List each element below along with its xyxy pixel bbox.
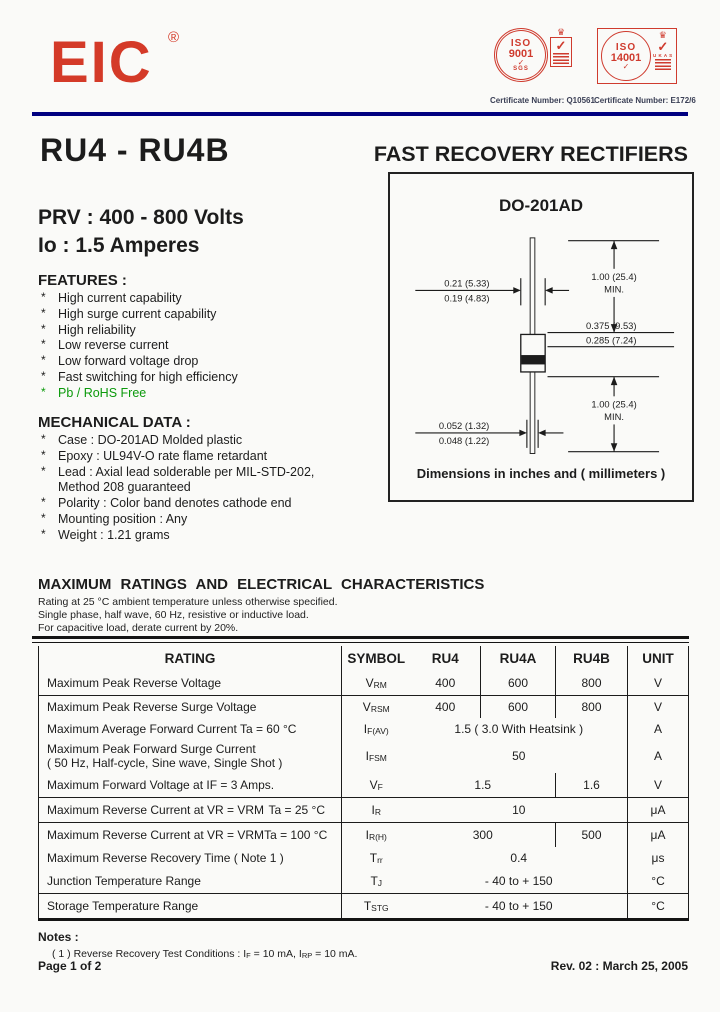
- col-ru4: RU4: [411, 646, 481, 671]
- col-rating: RATING: [39, 646, 342, 671]
- checkmark-icon: ✓: [517, 57, 525, 67]
- checkmark-icon: ✓: [657, 39, 669, 54]
- iso14001-badge: [597, 28, 677, 84]
- table-row: Maximum Reverse Current at VR = VRM Ta = 25 °C IR 10 μA: [39, 797, 689, 822]
- dim-body-len-min: 0.285 (7.24): [586, 335, 637, 346]
- ratings-section-heading: [38, 576, 484, 635]
- part-number-title: RU4 - RU4B: [40, 132, 230, 168]
- symbol-cell: IR(H): [365, 827, 387, 842]
- bullet: *: [41, 384, 46, 399]
- dim-body-dia-min: 0.19 (4.83): [444, 293, 490, 304]
- iso9001-tickbox: [550, 28, 572, 67]
- crown-icon: ♛: [658, 30, 667, 40]
- bullet: *: [41, 337, 46, 352]
- col-symbol: SYMBOL: [347, 651, 406, 666]
- col-ru4b: RU4B: [556, 646, 628, 671]
- iso9001-label: ISO: [510, 37, 532, 49]
- eic-logo: [50, 24, 200, 106]
- symbol-cell: IFSM: [365, 749, 387, 763]
- package-name: DO-201AD: [498, 196, 584, 215]
- table-row: Maximum Reverse Recovery Time ( Note 1 ) Trr 0.4 μs: [39, 847, 689, 869]
- crown-icon: ♛: [556, 27, 566, 37]
- table-row: Maximum Average Forward Current Ta = 60 °C IF(AV) 1.5 ( 3.0 With Heatsink ) A: [39, 718, 689, 739]
- dim-body-len-max: 0.375 (9.53): [586, 320, 637, 331]
- note-1: ( 1 ) Reverse Recovery Test Conditions : IF = 10 mA, IRP = 10 mA.: [52, 948, 358, 960]
- dim-lead-len-top-min: MIN.: [604, 284, 624, 295]
- mechanical-heading: MECHANICAL DATA :: [38, 414, 191, 431]
- bullet: *: [41, 305, 46, 320]
- table-row: Maximum Peak Reverse Voltage VRM 400 600 800 V: [39, 671, 689, 695]
- symbol-cell: VF: [342, 773, 411, 797]
- ratings-condition-2: Single phase, half wave, 60 Hz, resistive or inductive load.: [38, 609, 309, 621]
- key-specs: [38, 204, 244, 260]
- iso9001-cert-number: Certificate Number: Q10561: [490, 96, 595, 105]
- cathode-band: [521, 355, 544, 364]
- checkmark-icon: ✓: [622, 61, 630, 71]
- table-row: Storage Temperature Range TSTG - 40 to + 150 °C: [39, 893, 689, 919]
- mech-item: * Epoxy : UL94V-O rate flame retardant: [41, 447, 268, 463]
- mech-item: * Mounting position : Any: [41, 510, 188, 526]
- ratings-condition-1: Rating at 25 °C ambient temperature unless otherwise specified.: [38, 596, 338, 608]
- table-top-rule: [32, 636, 689, 643]
- bullet: *: [41, 510, 46, 525]
- registered-mark: ®: [168, 29, 180, 46]
- ukas-label: U K A S: [653, 53, 673, 58]
- dim-body-dia-max: 0.21 (5.33): [444, 278, 490, 289]
- col-ru4a: RU4A: [481, 646, 556, 671]
- prv-spec: PRV : 400 - 800 Volts: [38, 206, 244, 229]
- mech-item: * Case : DO-201AD Molded plastic: [41, 432, 243, 447]
- notes-heading: Notes :: [38, 930, 79, 944]
- symbol-cell: Trr: [369, 851, 383, 865]
- mech-item: * Lead : Axial lead solderable per MIL-STD-202,: [41, 463, 315, 479]
- table-header-row: [39, 646, 689, 671]
- feature-item: * High current capability: [41, 290, 182, 305]
- symbol-cell: IF(AV): [363, 721, 389, 736]
- bullet: *: [41, 290, 46, 304]
- package-outline-box: [388, 172, 694, 502]
- ratings-condition-3: For capacitive load, derate current by 20%.: [38, 622, 239, 634]
- ratings-heading: MAXIMUM RATINGS AND ELECTRICAL CHARACTERISTICS: [38, 576, 485, 593]
- features-heading: FEATURES :: [38, 272, 127, 289]
- bullet: *: [41, 447, 46, 462]
- document-title: FAST RECOVERY RECTIFIERS: [373, 142, 688, 166]
- header-rule: [32, 112, 688, 116]
- dim-lead-len-top: 1.00 (25.4): [591, 272, 637, 283]
- mech-item: * Polarity : Color band denotes cathode end: [41, 495, 292, 511]
- sgs-label: SGS: [513, 65, 529, 72]
- bullet: *: [41, 353, 46, 368]
- feature-item: * High reliability: [41, 321, 136, 337]
- feature-item: * Low forward voltage drop: [41, 353, 199, 369]
- mech-item-cont: Method 208 guaranteed: [58, 480, 191, 495]
- revision-date: Rev. 02 : March 25, 2005: [550, 959, 688, 973]
- bullet: *: [41, 463, 46, 478]
- checkmark-icon: ✓: [555, 38, 567, 53]
- iso14001-cert-number: Certificate Number: E172/6: [594, 96, 696, 105]
- mechanical-data-section: [38, 414, 383, 544]
- feature-item: * High surge current capability: [41, 305, 217, 321]
- mech-item: * Weight : 1.21 grams: [41, 526, 170, 542]
- bullet: *: [41, 432, 46, 446]
- dim-lead-dia-min: 0.048 (1.22): [438, 436, 490, 447]
- iso9001-seal: ISO 9001 ✓ SGS: [494, 28, 548, 82]
- dim-lead-len-bot-min: MIN.: [604, 411, 624, 422]
- symbol-cell: VRSM: [362, 699, 390, 714]
- symbol-cell: VRM: [342, 671, 411, 695]
- iso14001-label: ISO: [615, 41, 637, 53]
- symbol-cell: TJ: [342, 869, 411, 893]
- table-row: Maximum Peak Reverse Surge Voltage VRSM 400 600 800 V: [39, 695, 689, 718]
- symbol-cell: TSTG: [363, 898, 389, 913]
- dim-lead-len-bot: 1.00 (25.4): [591, 399, 637, 410]
- feature-item: * Fast switching for high efficiency: [41, 368, 238, 384]
- bullet: *: [41, 321, 46, 336]
- eic-logo-text: EIC: [50, 30, 153, 95]
- fine-print-stripes: [655, 59, 671, 71]
- package-caption: Dimensions in inches and ( millimeters ): [416, 466, 666, 481]
- symbol-cell: IR: [342, 797, 411, 822]
- dim-lead-dia-max: 0.052 (1.32): [438, 421, 490, 432]
- io-spec: Io : 1.5 Amperes: [38, 234, 200, 257]
- bullet: *: [41, 368, 46, 383]
- feature-item: * Low reverse current: [41, 337, 169, 353]
- bullet: *: [41, 526, 46, 541]
- features-section: [38, 272, 368, 402]
- package-diagram: [395, 236, 685, 461]
- table-row: Maximum Reverse Current at VR = VRM Ta = 100 °C IR(H) 300 500 μA: [39, 822, 689, 847]
- bullet: *: [41, 495, 46, 510]
- diode-body: [521, 334, 545, 372]
- ratings-table: [38, 646, 689, 921]
- iso14001-seal: ISO 14001 ✓: [601, 31, 651, 81]
- fine-print-stripes: [553, 53, 569, 65]
- table-row: Maximum Forward Voltage at IF = 3 Amps. VF 1.5 1.6 V: [39, 773, 689, 797]
- feature-item-rohs: * Pb / RoHS Free: [41, 384, 147, 400]
- table-row: Junction Temperature Range TJ - 40 to + 150 °C: [39, 869, 689, 893]
- page-number: Page 1 of 2: [38, 959, 102, 973]
- table-row: Maximum Peak Forward Surge Current ( 50 Hz, Half-cycle, Sine wave, Single Shot ) IFSM 50 A: [39, 739, 689, 773]
- col-unit: UNIT: [642, 651, 674, 666]
- ukas-tickbox: [653, 31, 673, 71]
- iso9001-badge: [494, 28, 572, 82]
